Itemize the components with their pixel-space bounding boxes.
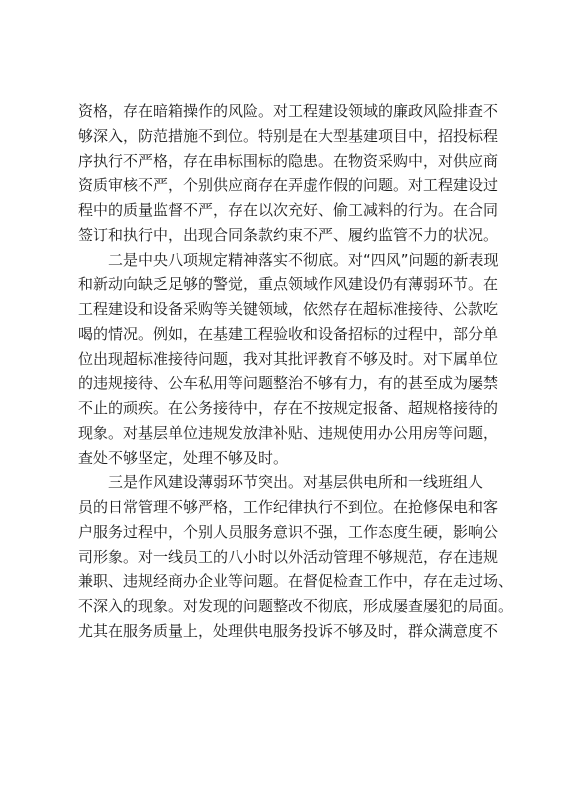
text-line: 资质审核不严，个别供应商存在弄虚作假的问题。对工程建设过 <box>78 176 499 195</box>
text-line: 够深入，防范措施不到位。特别是在大型基建项目中，招投标程 <box>78 126 499 145</box>
text-line: 现象。对基层单位违规发放津补贴、违规使用办公用房等问题， <box>78 423 499 442</box>
text-line: 喝的情况。例如，在基建工程验收和设备招标的过程中，部分单 <box>78 324 499 343</box>
text-line: 位出现超标准接待问题，我对其批评教育不够及时。对下属单位 <box>78 349 499 368</box>
text-line: 资格，存在暗箱操作的风险。对工程建设领域的廉政风险排查不 <box>78 102 499 120</box>
document-body <box>78 99 514 644</box>
text-line: 签订和执行中，出现合同条款约束不严、履约监管不力的状况。 <box>78 225 499 244</box>
text-line: 尤其在服务质量上，处理供电服务投诉不够及时，群众满意度不 <box>78 621 499 640</box>
text-line: 兼职、违规经商办企业等问题。在督促检查工作中，存在走过场、 <box>78 572 514 591</box>
text-line: 程中的质量监督不严，存在以次充好、偷工减料的行为。在合同 <box>78 201 499 219</box>
text-line: 不止的顽疾。在公务接待中，存在不按规定报备、超规格接待的 <box>78 399 499 417</box>
text-line: 工程建设和设备采购等关键领域，依然存在超标准接待、公款吃 <box>78 300 499 318</box>
paragraph-first-line: 二是中央八项规定精神落实不彻底。对“四风”问题的新表现 <box>108 250 499 269</box>
text-line: 司形象。对一线员工的八小时以外活动管理不够规范，存在违规 <box>78 547 499 566</box>
text-line: 不深入的现象。对发现的问题整改不彻底，形成屡查屡犯的局面。 <box>78 597 514 615</box>
text-line: 户服务过程中，个别人员服务意识不强，工作态度生硬，影响公 <box>78 522 499 541</box>
text-line: 序执行不严格，存在串标围标的隐患。在物资采购中，对供应商 <box>78 151 499 170</box>
text-line: 和新动向缺乏足够的警觉，重点领域作风建设仍有薄弱环节。在 <box>78 275 499 294</box>
paragraph-first-line: 三是作风建设薄弱环节突出。对基层供电所和一线班组人 <box>108 473 484 492</box>
text-line: 查处不够坚定，处理不够及时。 <box>78 448 289 467</box>
text-line: 的违规接待、公车私用等问题整治不够有力，有的甚至成为屡禁 <box>78 374 499 393</box>
text-line: 员的日常管理不够严格，工作纪律执行不到位。在抢修保电和客 <box>78 498 499 516</box>
